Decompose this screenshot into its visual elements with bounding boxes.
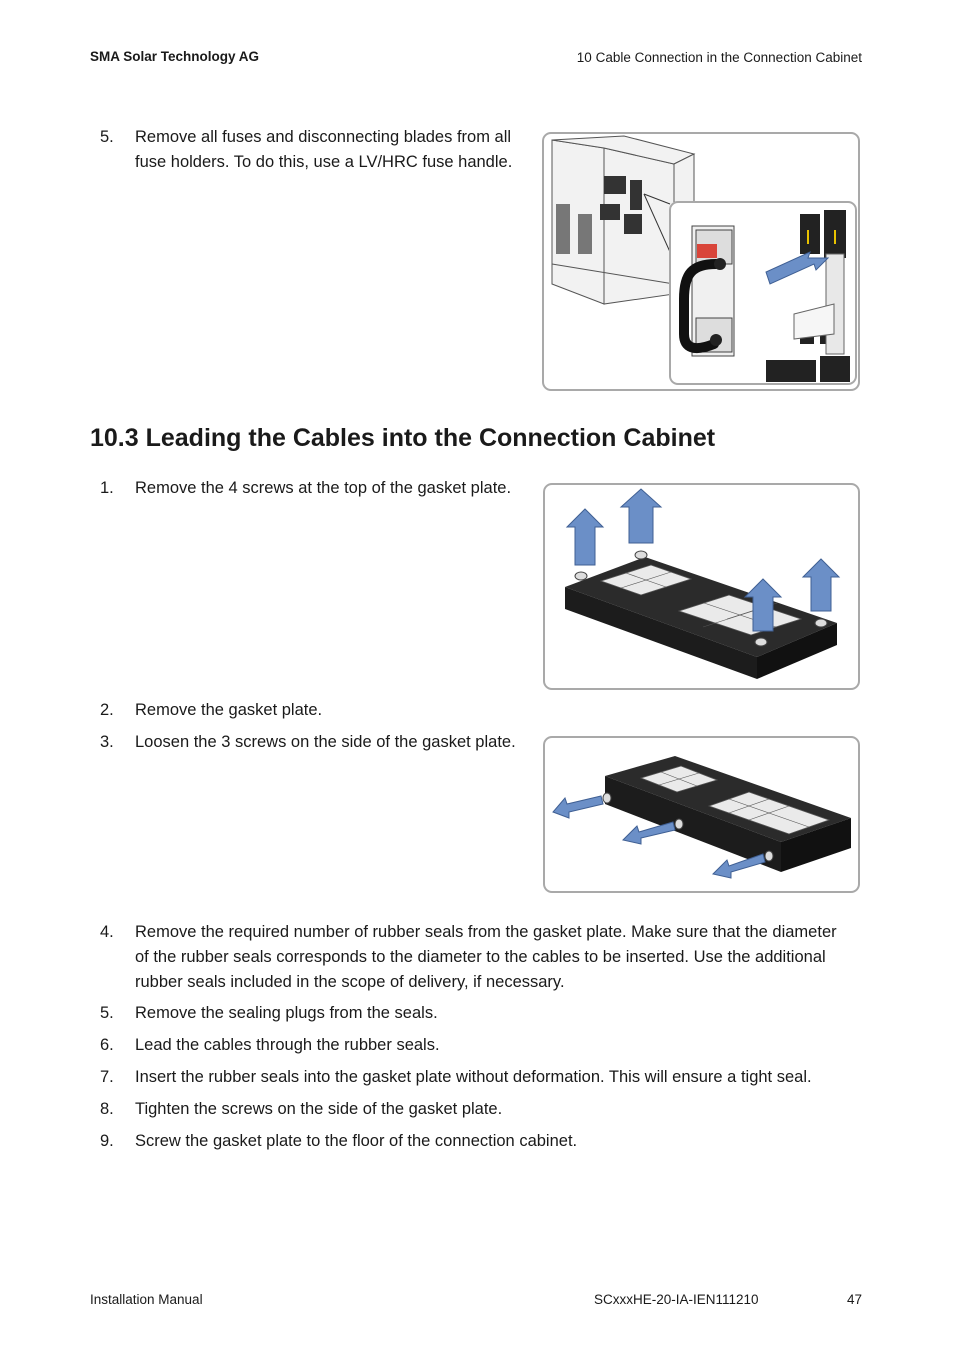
step-number: 5. [100,128,114,146]
step-text-line: Remove the required number of rubber seals from the gasket plate. Make sure that the diameter [135,923,837,941]
step-number: 5. [100,1004,114,1022]
figure-gasket-side-screws [543,736,860,893]
step-text: Lead the cables through the rubber seals. [135,1036,440,1054]
step-text: Loosen the 3 screws on the side of the gasket plate. [135,733,516,751]
section-title: 10.3 Leading the Cables into the Connection Cabinet [90,424,716,452]
step-number: 2. [100,701,114,719]
step-number: 4. [100,923,114,941]
gasket-side-screws-illustration [545,738,860,893]
step-number: 7. [100,1068,114,1086]
fuse-removal-illustration [544,134,860,391]
step-text: Remove the sealing plugs from the seals. [135,1004,438,1022]
step-text-line: of the rubber seals corresponds to the diameter to the cables to be inserted. Use the additional [135,948,826,966]
step-text: Insert the rubber seals into the gasket plate without deformation. This will ensure a tight seal. [135,1068,812,1086]
step-item [100,920,880,995]
step-text: Tighten the screws on the side of the gasket plate. [135,1100,503,1118]
figure-gasket-top-screws [543,483,860,690]
step-text-line: fuse holders. To do this, use a LV/HRC fuse handle. [135,153,513,171]
step-text: Remove the 4 screws at the top of the gasket plate. [135,479,512,497]
step-number: 3. [100,733,114,751]
footer-doc-code: SCxxxHE-20-IA-IEN111210 [594,1292,759,1307]
step-text: Remove the gasket plate. [135,701,323,719]
step-text-line: rubber seals included in the scope of delivery, if necessary. [135,973,565,991]
header-company: SMA Solar Technology AG [90,49,260,64]
step-number: 1. [100,479,114,497]
step-text: Screw the gasket plate to the floor of the connection cabinet. [135,1132,578,1150]
step-number: 8. [100,1100,114,1118]
footer-page-number: 47 [846,1292,862,1307]
header-chapter: 10 Cable Connection in the Connection Cabinet [576,50,862,65]
footer-doc-title: Installation Manual [90,1292,203,1307]
gasket-top-screws-illustration [545,485,860,690]
step-number: 9. [100,1132,114,1150]
step-text-line: Remove all fuses and disconnecting blades from all [135,128,512,146]
step-number: 6. [100,1036,114,1054]
figure-fuse-removal [542,132,860,391]
